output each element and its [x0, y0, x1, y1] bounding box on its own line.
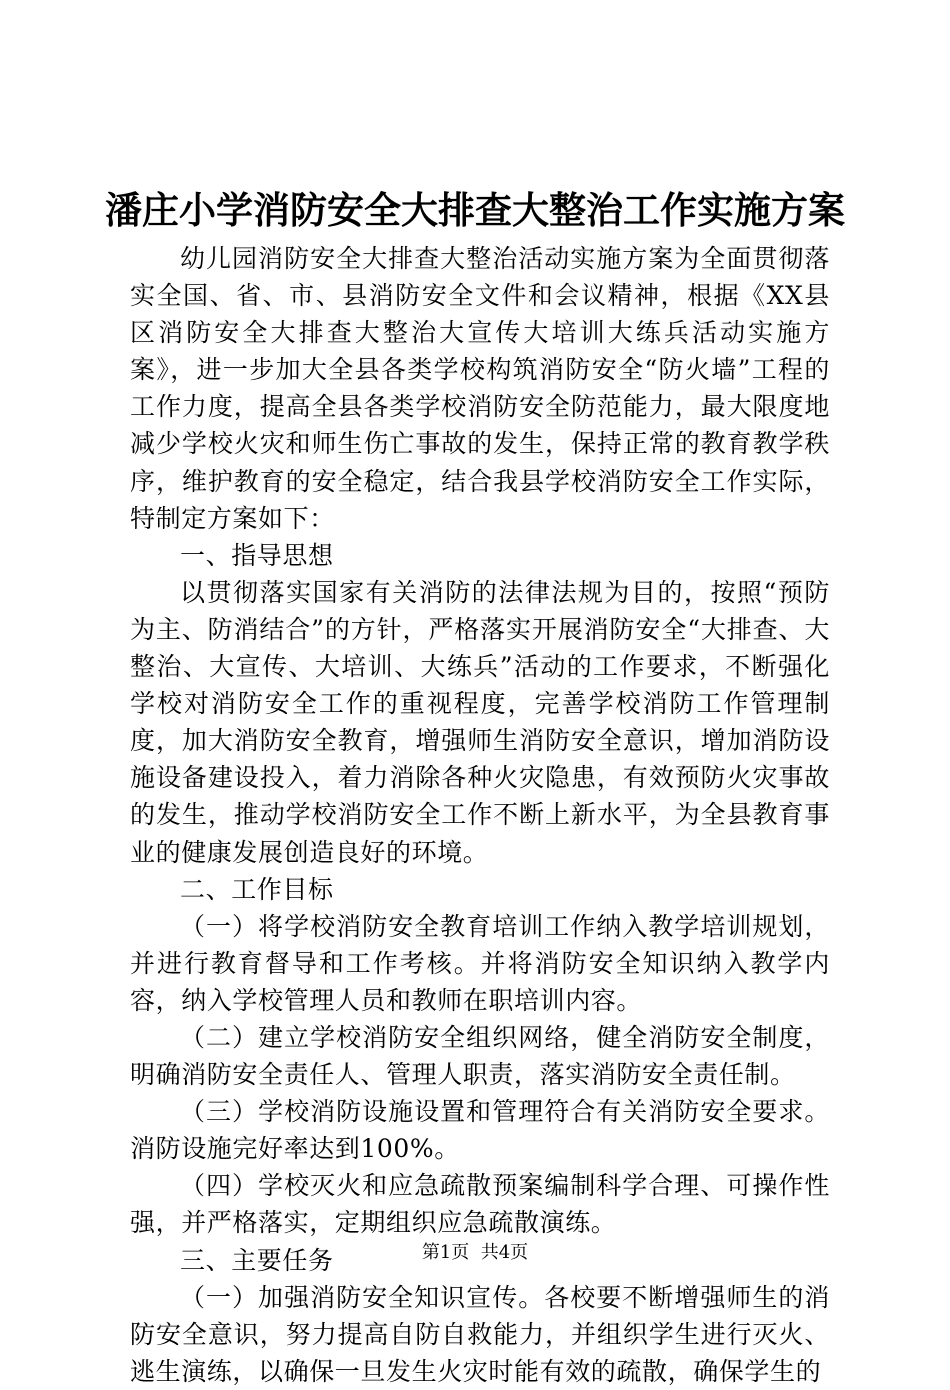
page-total: 共4页 — [480, 1242, 529, 1263]
page-number: 第1页 — [421, 1242, 470, 1263]
body-paragraph: （四）学校灭火和应急疏散预案编制科学合理、可操作性强，并严格落实，定期组织应急疏散演练。 — [130, 1171, 830, 1238]
body-paragraph: 以贯彻落实国家有关消防的法律法规为目的，按照“预防为主、防消结合”的方针，严格落实开展消防安全“大排查、大整治、大宣传、大培训、大练兵”活动的工作要求，不断强化学校对消防安全工作的重视程度，完善学校消防工作管理制度，加大消防安全教育，增强师生消防安全意识，增加消防设施设备建设投入，着力消除各种火灾隐患，有效预防火灾事故的发生，推动学校消防安全工作不断上新水平，为全县教育事业的健康发展创造良好的环境。 — [130, 577, 830, 867]
page-footer — [0, 1241, 950, 1265]
document-title: 潘庄小学消防安全大排查大整治工作实施方案 — [105, 188, 845, 232]
body-paragraph: （二）建立学校消防安全组织网络，健全消防安全制度，明确消防安全责任人、管理人职责，落实消防安全责任制。 — [130, 1022, 830, 1090]
intro-paragraph: 幼儿园消防安全大排查大整治活动实施方案为全面贯彻落实全国、省、市、县消防安全文件和会议精神，根据《XX县区消防安全大排查大整治大宣传大培训大练兵活动实施方案》，进一步加大全县各类学校构筑消防安全“防火墙”工程的工作力度，提高全县各类学校消防安全防范能力，最大限度地减少学校火灾和师生伤亡事故的发生，保持正常的教育教学秩序，维护教育的安全稳定，结合我县学校消防安全工作实际，特制定方案如下： — [130, 244, 830, 533]
document-body — [130, 240, 830, 1390]
section-heading: 一、指导思想 — [180, 540, 334, 570]
section-heading: 二、工作目标 — [180, 874, 334, 904]
body-paragraph: （一）将学校消防安全教育培训工作纳入教学培训规划，并进行教育督导和工作考核。并将消防安全知识纳入教学内容，纳入学校管理人员和教师在职培训内容。 — [130, 911, 830, 1015]
section-heading: 三、主要任务 — [180, 1245, 334, 1275]
body-paragraph: （三）学校消防设施设置和管理符合有关消防安全要求。消防设施完好率达到100%。 — [130, 1097, 830, 1164]
body-paragraph: （一）加强消防安全知识宣传。各校要不断增强师生的消防安全意识，努力提高自防自救能力，并组织学生进行灭火、逃生演练，以确保一旦发生火灾时能有效的疏散，确保学生的 — [130, 1282, 830, 1386]
